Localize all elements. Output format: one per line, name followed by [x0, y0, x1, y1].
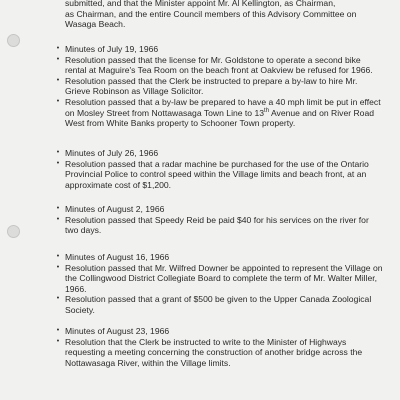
bullet-icon: • [56, 97, 60, 105]
bullet-icon: • [56, 149, 60, 156]
minutes-section-july-19 [56, 44, 383, 129]
minutes-section-august-16 [56, 252, 383, 316]
bullet-icon: • [56, 76, 60, 84]
list-item: • Resolution passed that the Clerk be instructed to prepare a by-law to hire Mr. Grieve Robinson as Village Solicitor. [65, 76, 383, 97]
list-item: • Minutes of July 19, 1966 [65, 44, 383, 55]
minutes-section-august-23 [56, 326, 383, 368]
list-item: • Minutes of July 26, 1966 [65, 148, 383, 159]
continued-line: Wasaga Beach. [65, 19, 126, 30]
bullet-icon: • [56, 263, 60, 271]
list-item: • Resolution passed that a radar machine be purchased for the use of the Ontario Provincial Police to control speed within the Village limits and beach front, at an approximate cost of $1,200. [65, 159, 383, 191]
list-item: • Resolution passed that the license for Mr. Goldstone to operate a second bike rental at Maguire's Tea Room on the beach front at Oakview be refused for 1966. [65, 55, 383, 76]
list-item: • Resolution passed that Speedy Reid be paid $40 for his services on the river for two days. [65, 215, 383, 236]
list-item: • Minutes of August 16, 1966 [65, 252, 383, 263]
continued-line: submitted, and that the Minister appoint Mr. Al Kellington, as Chairman, [65, 0, 336, 8]
list-item: • Resolution passed that a grant of $500 be given to the Upper Canada Zoological Society. [65, 294, 383, 315]
punch-hole [7, 225, 20, 238]
bullet-icon: • [56, 45, 60, 52]
list-item: • Resolution that the Clerk be instructed to write to the Minister of Highways requesting a meeting concerning the construction of another bridge across the Nottawasaga River, within the Village limits. [65, 337, 383, 369]
continued-line: as Chairman, and the entire Council members of this Advisory Committee on [65, 8, 357, 19]
minutes-section-july-26 [56, 148, 383, 190]
bullet-icon: • [56, 337, 60, 345]
punch-hole [7, 34, 20, 47]
bullet-icon: • [56, 295, 60, 303]
bullet-icon: • [56, 327, 60, 334]
minutes-section-august-2 [56, 204, 383, 236]
speed-limit-resolution: Resolution passed that a by-law be prepared to have a 40 mph limit be put in effect on Mosley Street from Nottawasaga Town Line to 13th Avenue and on River Road West from White Banks property to Schooner Town property. [65, 96, 381, 129]
list-item [56, 96, 383, 129]
bullet-icon: • [56, 253, 60, 260]
list-item: • Resolution passed that Mr. Wilfred Downer be appointed to represent the Village on the Collingwood District Collegiate Board to complete the term of Mr. Walter Miller, 1966. [65, 263, 383, 295]
list-item: • Minutes of August 23, 1966 [65, 326, 383, 337]
bullet-icon: • [56, 159, 60, 167]
continued-text [65, 0, 383, 30]
list-item: • Minutes of August 2, 1966 [65, 204, 383, 215]
bullet-icon: • [56, 55, 60, 63]
bullet-icon: • [56, 215, 60, 223]
bullet-icon: • [56, 205, 60, 212]
